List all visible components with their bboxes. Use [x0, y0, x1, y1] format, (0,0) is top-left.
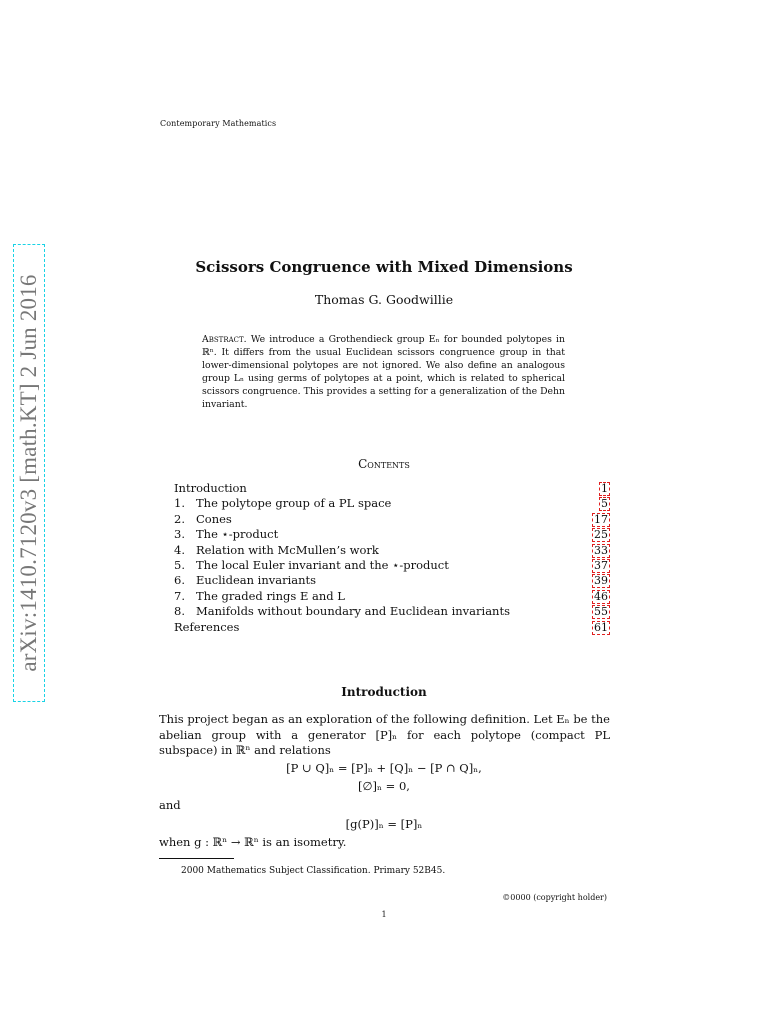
and-text: and: [159, 798, 181, 812]
intro-paragraph: This project began as an exploration of the following definition. Let Eₙ be the abelian group with a generator [P]ₙ for each polytope (compact PL subspace) in ℝⁿ and relations: [159, 712, 610, 757]
page-number: 1: [381, 910, 387, 919]
toc-entry-title: References: [174, 619, 240, 634]
toc-page-link[interactable]: 37: [594, 558, 608, 572]
toc-entry[interactable]: [174, 589, 610, 604]
toc-page-link[interactable]: 46: [594, 589, 608, 603]
toc-entry-title: Euclidean invariants: [196, 573, 317, 588]
toc-page-link[interactable]: 61: [594, 620, 608, 634]
equation-isometry: [g(P)]ₙ = [P]ₙ: [345, 817, 423, 831]
toc-entry-title: The graded rings E and L: [196, 588, 345, 603]
toc-entry[interactable]: [174, 512, 610, 527]
footnote-rule: [159, 858, 234, 859]
abstract-text: We introduce a Grothendieck group Eₙ for bounded polytopes in ℝⁿ. It differs from the usual Euclidean scissors congruence group in that lower-dimensional polytopes are not ignored. We also define an analogous group Lₙ using germs of polytopes at a point, which is related to spherical scissors congruence. This provides a setting for a generalization of the Dehn invariant.: [202, 334, 565, 410]
toc-entry-title: Relation with McMullen’s work: [196, 542, 379, 557]
toc-entry-title: Introduction: [174, 481, 247, 495]
table-of-contents: [174, 481, 610, 635]
section-heading: Introduction: [341, 685, 427, 699]
toc-entry-number: 1.: [174, 496, 185, 511]
toc-entry-title: The local Euler invariant and the ⋆-product: [196, 557, 449, 572]
contents-heading: Contents: [358, 457, 410, 471]
toc-entry-number: 7.: [174, 588, 185, 603]
toc-page-link[interactable]: 1: [601, 482, 608, 495]
toc-page-link[interactable]: 39: [594, 574, 608, 588]
toc-entry[interactable]: [174, 573, 610, 588]
toc-entry[interactable]: [174, 543, 610, 558]
toc-entry-title: The polytope group of a PL space: [196, 496, 392, 511]
abstract-label: Abstract.: [202, 334, 247, 345]
toc-page-link[interactable]: 5: [601, 497, 608, 511]
arxiv-identifier[interactable]: arXiv:1410.7120v3 [math.KT] 2 Jun 2016: [16, 274, 41, 672]
abstract: [202, 333, 565, 411]
toc-entry[interactable]: [174, 527, 610, 542]
toc-entry-number: 3.: [174, 527, 185, 542]
equation-union: [P ∪ Q]ₙ = [P]ₙ + [Q]ₙ − [P ∩ Q]ₙ,: [286, 761, 482, 775]
toc-page-link[interactable]: 33: [594, 543, 608, 557]
journal-header: Contemporary Mathematics: [160, 119, 277, 128]
toc-entry-number: 6.: [174, 573, 185, 588]
toc-page-link[interactable]: 25: [594, 528, 608, 542]
toc-page-link[interactable]: 55: [594, 605, 608, 619]
toc-entry[interactable]: [174, 604, 610, 619]
toc-page-link[interactable]: 17: [594, 512, 608, 526]
toc-entry[interactable]: [174, 620, 610, 635]
toc-entry[interactable]: [174, 558, 610, 573]
equation-empty: [∅]ₙ = 0,: [358, 779, 410, 793]
toc-entry-number: 5.: [174, 557, 185, 572]
toc-entry[interactable]: [174, 481, 610, 496]
toc-entry-title: The ⋆-product: [196, 527, 279, 542]
toc-entry-number: 4.: [174, 542, 185, 557]
paper-author: Thomas G. Goodwillie: [314, 292, 454, 307]
isometry-condition: when g : ℝⁿ → ℝⁿ is an isometry.: [159, 835, 347, 849]
toc-entry-title: Cones: [196, 511, 232, 526]
paper-title: Scissors Congruence with Mixed Dimensions: [195, 258, 573, 276]
toc-entry-number: 2.: [174, 511, 185, 526]
toc-entry[interactable]: [174, 496, 610, 511]
toc-entry-title: Manifolds without boundary and Euclidean invariants: [196, 604, 510, 619]
footnote: 2000 Mathematics Subject Classification. Primary 52B45.: [181, 866, 446, 876]
copyright: ©0000 (copyright holder): [502, 893, 607, 902]
toc-entry-number: 8.: [174, 604, 185, 619]
